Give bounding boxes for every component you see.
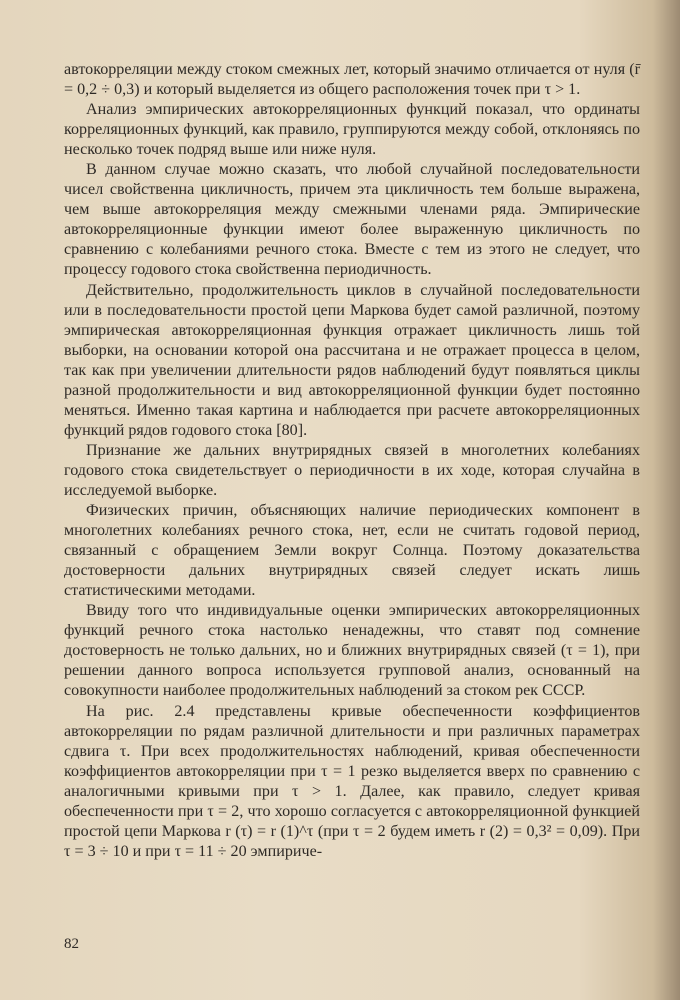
paragraph-1: автокорреляции между стоком смежных лет, который значимо отличается от нуля (r̄ = 0,2 ÷ 0,3) и который выделяется из общего расположения точек при τ > 1.: [64, 61, 640, 99]
paragraph-3: В данном случае можно сказать, что любой случайной последовательности чисел свойственна цикличность, причем эта цикличность тем больше выражена, чем выше автокорреляция между смежными членами ряда. Эмпирические автокорреляционные функции имеют более выраженную цикличность по сравнению с колебаниями речного стока. Вместе с тем из этого не следует, что процессу годового стока свойственна периодичность.: [64, 161, 640, 279]
paragraph-6: Физических причин, объясняющих наличие периодических компонент в многолетних колебаниях речного стока, нет, если не считать годовой период, связанный с обращением Земли вокруг Солнца. Поэтому доказательства достоверности дальних внутрирядных связей следует искать лишь статистическими методами.: [64, 502, 640, 600]
body-text: [64, 60, 640, 862]
paragraph-2: Анализ эмпирических автокорреляционных функций показал, что ординаты корреляционных функций, как правило, группируются между собой, отклоняясь по несколько точек подряд выше или ниже нуля.: [64, 101, 640, 159]
paragraph-7: Ввиду того что индивидуальные оценки эмпирических автокорреляционных функций речного стока настолько ненадежны, что ставят под сомнение достоверность не только дальних, но и ближних внутрирядных связей (τ = 1), при решении данного вопроса используется групповой анализ, основанный на совокупности наиболее продолжительных наблюдений за стоком рек СССР.: [64, 602, 640, 700]
page-number: 82: [64, 936, 79, 952]
paragraph-8: На рис. 2.4 представлены кривые обеспеченности коэффициентов автокорреляции по рядам различной длительности и при различных параметрах сдвига τ. При всех продолжительностях наблюдений, кривая обеспеченности коэффициентов автокорреляции при τ = 1 резко выделяется вверх по сравнению с аналогичными кривыми при τ > 1. Далее, как правило, следует кривая обеспеченности при τ = 2, что хорошо согласуется с автокорреляционной функцией простой цепи Маркова r (τ) = r (1)^τ (при τ = 2 будем иметь r (2) = 0,3² = 0,09). При τ = 3 ÷ 10 и при τ = 11 ÷ 20 эмпириче-: [64, 702, 640, 860]
paragraph-5: Признание же дальних внутрирядных связей в многолетних колебаниях годового стока свидетельствует о периодичности в их ходе, которая случайна в исследуемой выборке.: [64, 441, 640, 499]
paragraph-4: Действительно, продолжительность циклов в случайной последовательности или в последовательности простой цепи Маркова будет самой различной, поэтому эмпирическая автокорреляционная функция отражает цикличность лишь той выборки, на основании которой она рассчитана и не отражает процесса в целом, так как при увеличении длительности рядов наблюдений будут появляться циклы разной продолжительности и вид автокорреляционной функции будет постоянно меняться. Именно такая картина и наблюдается при расчете автокорреляционных функций рядов годового стока [80].: [64, 281, 640, 439]
